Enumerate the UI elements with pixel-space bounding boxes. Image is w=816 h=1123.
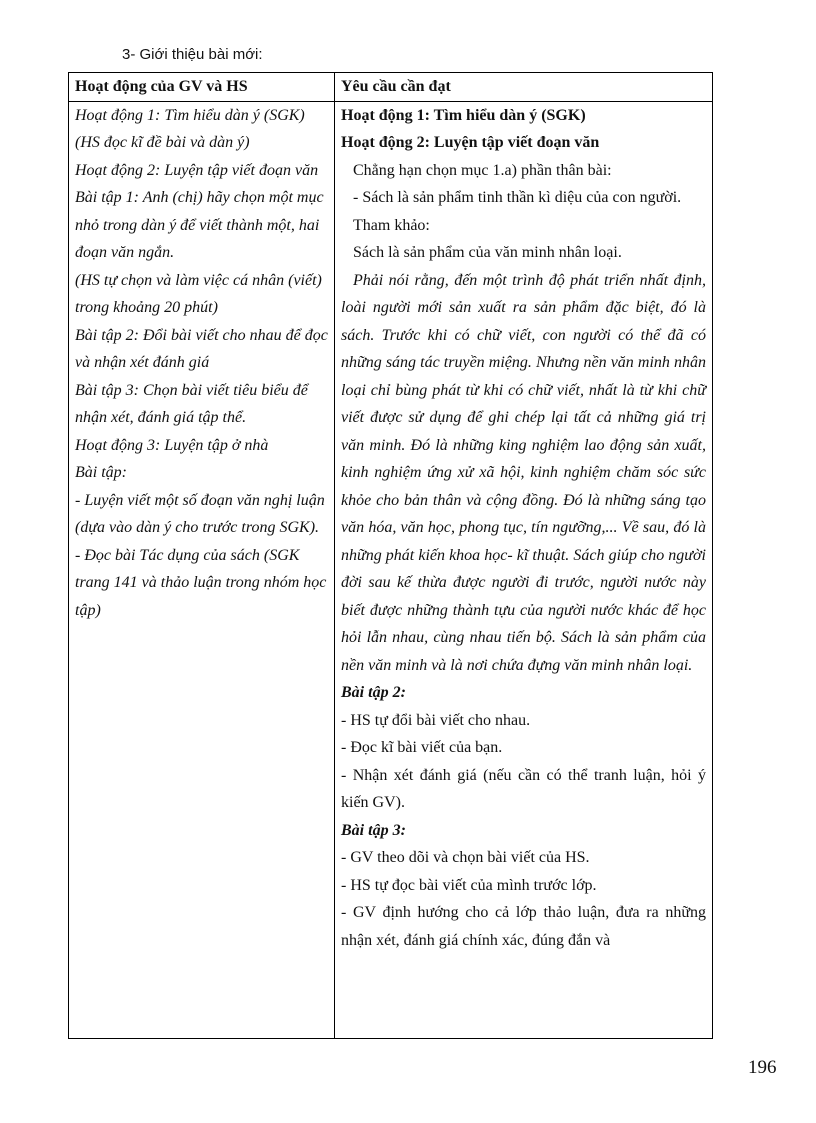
section-heading: 3- Giới thiệu bài mới: xyxy=(122,46,263,63)
left-item: Bài tập: xyxy=(75,464,127,481)
left-item: - Luyện viết một số đoạn văn nghị luận (dựa vào dàn ý cho trước trong SGK). xyxy=(75,491,325,536)
table-body-row xyxy=(69,101,713,1039)
header-teacher-student-activities: Hoạt động của GV và HS xyxy=(69,73,335,102)
requirements-cell xyxy=(335,101,713,1039)
activity-2-title: Hoạt động 2: Luyện tập viết đoạn văn xyxy=(341,134,600,151)
left-item: Bài tập 2: Đổi bài viết cho nhau để đọc và nhận xét đánh giá xyxy=(75,326,328,371)
left-item: (HS đọc kĩ đề bài và dàn ý) xyxy=(75,134,250,151)
activity-1-title: Hoạt động 1: Tìm hiểu dàn ý (SGK) xyxy=(341,106,586,124)
exercise-2-item: - Đọc kĩ bài viết của bạn. xyxy=(341,739,503,756)
left-item: - Đọc bài Tác dụng của sách (SGK trang 141 và thảo luận trong nhóm học tập) xyxy=(75,546,327,619)
exercise-3-item: - HS tự đọc bài viết của mình trước lớp. xyxy=(341,876,597,894)
exercise-3-title: Bài tập 3: xyxy=(341,821,406,839)
left-item: Hoạt động 2: Luyện tập viết đoạn văn xyxy=(75,161,319,179)
exercise-3-item: - GV theo dõi và chọn bài viết của HS. xyxy=(341,849,590,866)
left-item: Bài tập 3: Chọn bài viết tiêu biểu để nhận xét, đánh giá tập thể. xyxy=(75,381,308,426)
header-requirements: Yêu cầu cần đạt xyxy=(335,73,713,102)
exercise-2-item: - Nhận xét đánh giá (nếu cần có thể tranh luận, hỏi ý kiến GV). xyxy=(341,766,706,811)
left-item: Bài tập 1: Anh (chị) hãy chọn một mục nhỏ trong dàn ý để viết thành một, hai đoạn văn ngắn. xyxy=(75,189,324,261)
reference-first-line: Sách là sản phẩm của văn minh nhân loại. xyxy=(353,244,622,261)
point-text: - Sách là sản phẩm tinh thần kì diệu của con người. xyxy=(353,189,682,206)
table-header-row xyxy=(69,73,713,102)
left-item: (HS tự chọn và làm việc cá nhân (viết) trong khoảng 20 phút) xyxy=(75,271,322,316)
activities-cell xyxy=(69,101,335,1039)
reference-label: Tham khảo: xyxy=(353,216,430,234)
exercise-3-item: - GV định hướng cho cả lớp thảo luận, đưa ra những nhận xét, đánh giá chính xác, đúng đắn và xyxy=(341,904,706,949)
left-item: Hoạt động 3: Luyện tập ở nhà xyxy=(75,436,269,454)
exercise-2-item: - HS tự đổi bài viết cho nhau. xyxy=(341,711,531,729)
page-number: 196 xyxy=(748,1057,777,1078)
reference-paragraph: Phải nói rằng, đến một trình độ phát triển nhất định, loài người mới sản xuất ra sản phẩm đặc biệt, đó là sách. Trước khi có chữ viết, con người có thể đã có những sáng tác truyền miệng. Nhưng nền văn minh nhân loại chỉ bùng phát từ khi có chữ viết, nhất là từ khi chữ viết được sử dụng để ghi chép lại tất cả những giá trị văn minh. Đó là những king nghiệm lao động sản xuất, kinh nghiệm ứng xử xã hội, kinh nghiệm chăm sóc sức khỏe cho bản thân và cộng đồng. Đó là những sáng tạo văn hóa, văn học, phong tục, tín ngưỡng,... Về sau, đó là những phát kiến khoa học- kĩ thuật. Sách giúp cho người đời sau kế thừa được người đi trước, người nước này biết được những thành tựu của người nước khác để học hỏi lẫn nhau, cùng nhau tiến bộ. Sách là sản phẩm của nền văn minh và là nơi chứa đựng văn minh nhân loại. xyxy=(341,271,706,674)
lesson-table xyxy=(68,72,713,1039)
choice-text: Chẳng hạn chọn mục 1.a) phần thân bài: xyxy=(353,161,612,179)
exercise-2-title: Bài tập 2: xyxy=(341,684,406,701)
left-item: Hoạt động 1: Tìm hiểu dàn ý (SGK) xyxy=(75,106,305,124)
